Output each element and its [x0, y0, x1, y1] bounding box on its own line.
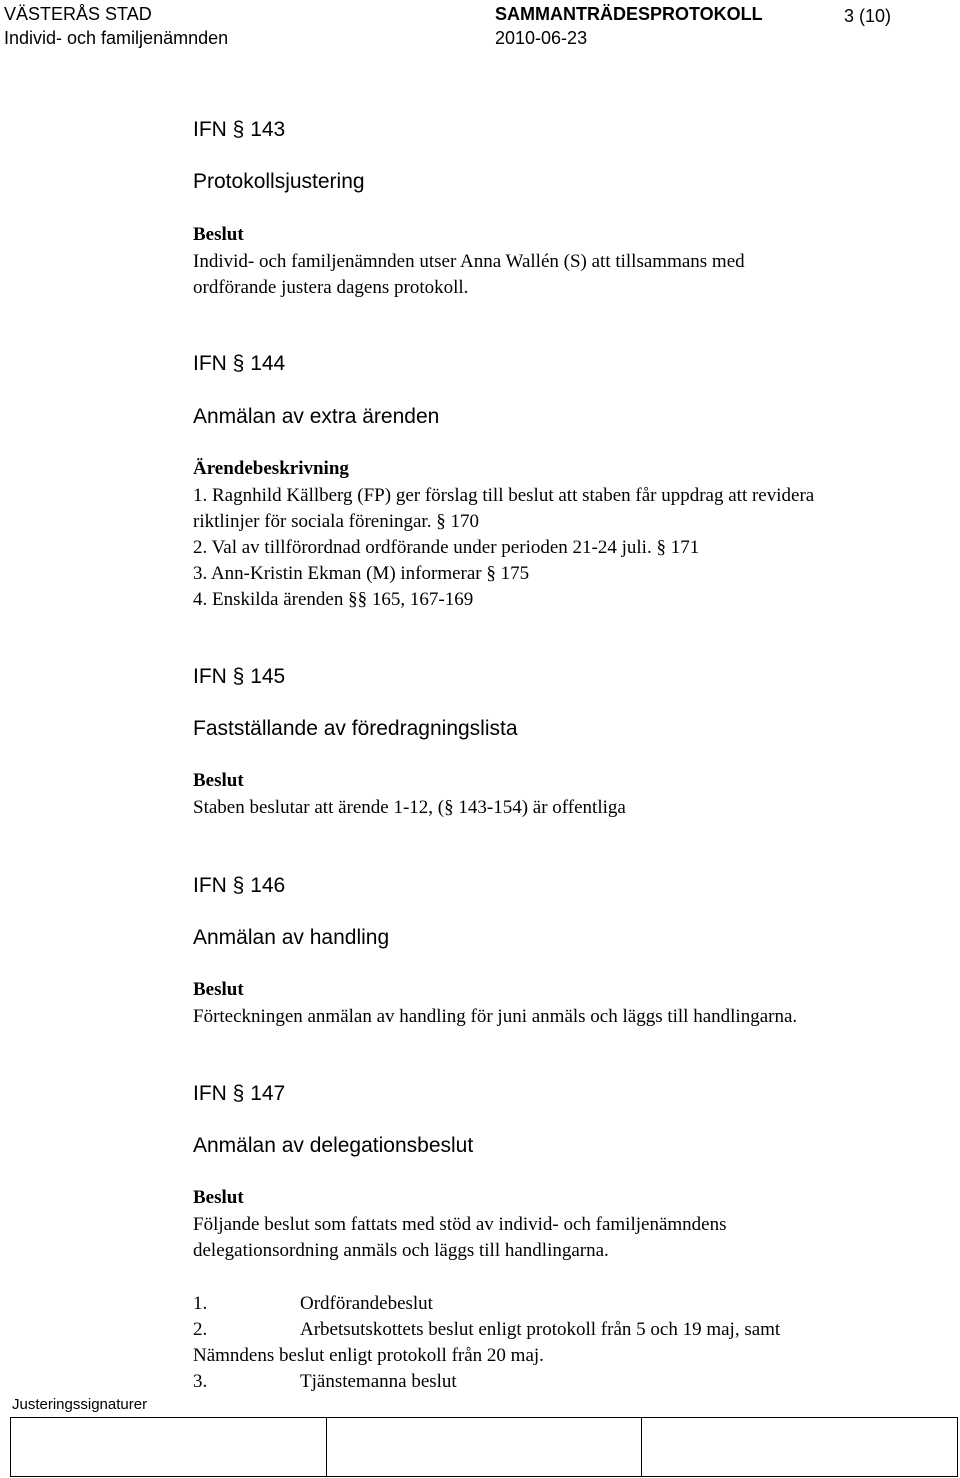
section-143-id [193, 118, 285, 142]
list-item [193, 1317, 780, 1343]
paragraph-ref: 175 [500, 563, 530, 584]
list-item [193, 1343, 544, 1369]
ifn-prefix: IFN [193, 874, 227, 897]
section-145-id [193, 665, 285, 689]
section-144-line-5 [193, 587, 473, 613]
page-number: 3 (10) [844, 6, 892, 26]
paragraph-ref: 171 [670, 537, 700, 558]
meeting-date: 2010-06-23 [495, 28, 588, 48]
ifn-prefix: IFN [193, 1082, 227, 1105]
line-text: 3. Ann-Kristin Ekman (M) informerar [193, 563, 482, 584]
section-144-id [193, 352, 285, 376]
list-item-text: Ordförandebeslut [300, 1293, 433, 1314]
paragraph-ref: 165, 167-169 [371, 589, 474, 610]
section-147-line-1: Följande beslut som fattats med stöd av individ- och familjenämndens [193, 1214, 727, 1235]
section-sign-icon: § [436, 511, 446, 532]
list-item-number: 1. [193, 1293, 208, 1314]
list-item [193, 1291, 433, 1317]
ifn-prefix: IFN [193, 118, 227, 141]
section-144-label: Ärendebeskrivning [193, 458, 349, 479]
ifn-prefix: IFN [193, 665, 227, 688]
line-text: 2. Val av tillförordnad ordförande under perioden 21-24 juli. [193, 537, 652, 558]
section-number: 144 [250, 352, 286, 375]
section-sign-icon: § [486, 563, 496, 584]
section-147-heading: Anmälan av delegationsbeslut [193, 1134, 474, 1157]
line-text: riktlinjer för sociala föreningar. [193, 511, 432, 532]
section-143-label: Beslut [193, 224, 244, 245]
signature-box[interactable] [327, 1418, 643, 1476]
section-sign-icon: § [444, 797, 454, 818]
section-number: 145 [250, 665, 286, 688]
section-145-label: Beslut [193, 770, 244, 791]
document-title: SAMMANTRÄDESPROTOKOLL [495, 4, 763, 24]
list-item-text: Tjänstemanna beslut [300, 1371, 457, 1392]
section-sign-icon: § [656, 537, 666, 558]
section-144-line-4 [193, 561, 529, 587]
section-144-heading: Anmälan av extra ärenden [193, 405, 440, 428]
list-item-number: 3. [193, 1371, 208, 1392]
paragraph-ref: 170 [450, 511, 479, 532]
header-org: VÄSTERÅS STAD [4, 4, 152, 24]
ifn-prefix: IFN [193, 352, 227, 375]
list-item [193, 1369, 457, 1395]
header-department: Individ- och familjenämnden [4, 28, 229, 48]
section-sign-icon: § [232, 665, 245, 688]
list-item-text: Arbetsutskottets beslut enligt protokoll från 5 och 19 maj, samt [300, 1319, 781, 1340]
line-text: Staben beslutar att ärende 1-12, ( [193, 797, 445, 818]
line-text: 143-154) är offentliga [458, 797, 626, 818]
section-146-line-1: Förteckningen anmälan av handling för juni anmäls och läggs till handlingarna. [193, 1006, 798, 1027]
section-sign-icon: § [232, 874, 245, 897]
section-147-line-2: delegationsordning anmäls och läggs till handlingarna. [193, 1240, 609, 1261]
section-number: 146 [250, 874, 286, 897]
section-sign-icon: § [232, 118, 245, 141]
section-143-line-1: Individ- och familjenämnden utser Anna Wallén (S) att tillsammans med [193, 251, 745, 272]
section-146-id [193, 874, 285, 898]
list-item-number: 2. [193, 1319, 208, 1340]
signature-label: Justeringssignaturer [12, 1396, 148, 1413]
section-146-label: Beslut [193, 979, 244, 1000]
section-sign-icon: § [357, 589, 368, 610]
line-text: 4. Enskilda ärenden [193, 589, 344, 610]
section-sign-icon: § [232, 1082, 245, 1105]
section-147-label: Beslut [193, 1187, 244, 1208]
section-144-line-2 [193, 509, 479, 535]
section-143-line-2: ordförande justera dagens protokoll. [193, 277, 469, 298]
section-145-line-1 [193, 795, 626, 821]
section-147-id [193, 1082, 285, 1106]
section-146-heading: Anmälan av handling [193, 926, 390, 949]
section-sign-icon: § [232, 352, 245, 375]
signature-box[interactable] [11, 1418, 327, 1476]
section-144-line-1: 1. Ragnhild Källberg (FP) ger förslag till beslut att staben får uppdrag att revidera [193, 485, 815, 506]
section-144-line-3 [193, 535, 699, 561]
section-143-heading: Protokollsjustering [193, 170, 365, 193]
section-145-heading: Fastställande av föredragningslista [193, 717, 518, 740]
signature-boxes [10, 1417, 958, 1477]
section-number: 147 [250, 1082, 286, 1105]
section-sign-icon: § [348, 589, 358, 610]
list-item-text: Nämndens beslut enligt protokoll från 20 maj. [193, 1345, 544, 1366]
section-number: 143 [250, 118, 286, 141]
signature-box[interactable] [642, 1418, 957, 1476]
